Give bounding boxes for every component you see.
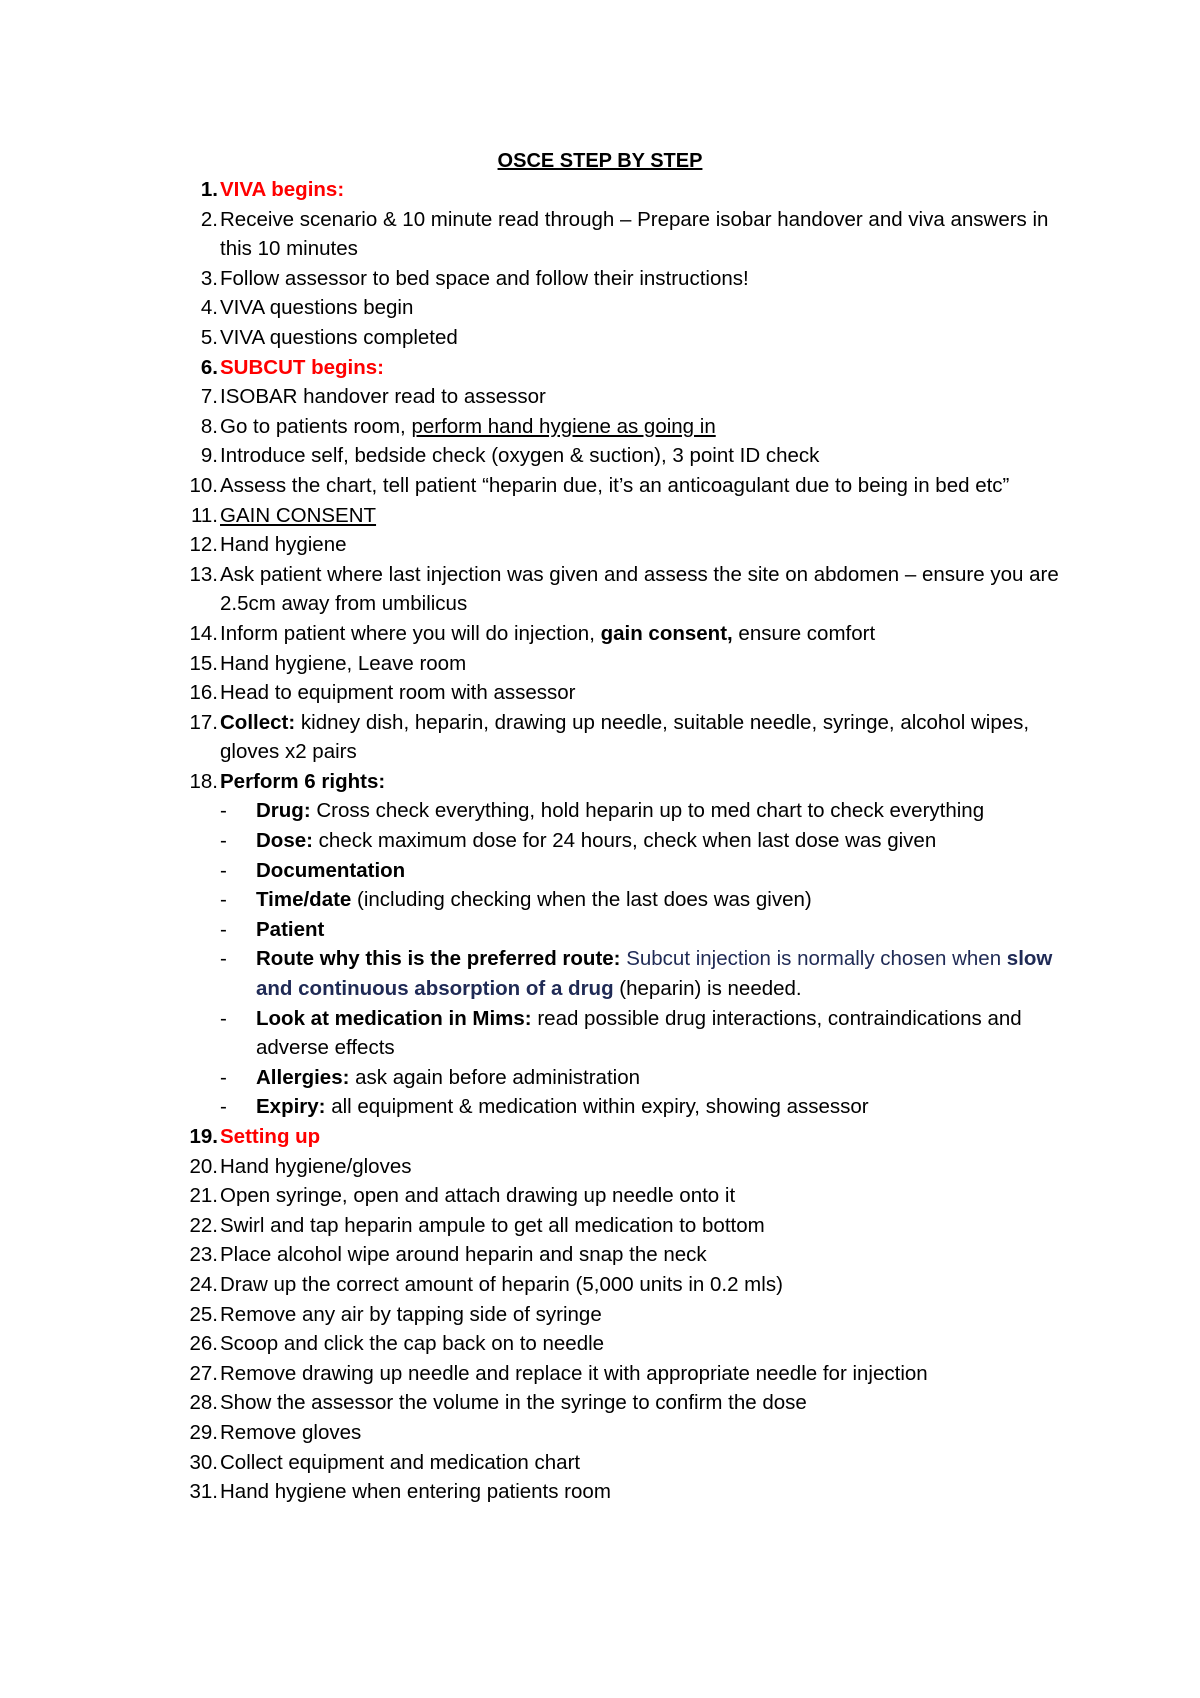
item-text: kidney dish, heparin, drawing up needle, suitable needle, syringe, alcohol wipes, gloves x2 pairs	[220, 710, 1030, 764]
list-item	[180, 1181, 1080, 1211]
list-item	[180, 1329, 1080, 1359]
list-item	[180, 619, 1080, 649]
list-item	[180, 353, 1080, 383]
sub-item-text: ask again before administration	[349, 1065, 641, 1089]
item-text: Place alcohol wipe around heparin and snap the neck	[220, 1243, 707, 1267]
list-item	[180, 560, 1080, 619]
item-number: 3.	[200, 266, 218, 290]
item-number: 18.	[189, 769, 218, 793]
sub-item-text: all equipment & medication within expiry, showing assessor	[325, 1095, 869, 1119]
item-number: 30.	[189, 1450, 218, 1474]
item-text: Hand hygiene when entering patients room	[220, 1480, 611, 1504]
item-number: 29.	[189, 1420, 218, 1444]
list-item	[180, 1359, 1080, 1389]
list-item	[180, 530, 1080, 560]
list-item	[180, 441, 1080, 471]
item-label: Perform 6 rights:	[220, 769, 386, 793]
list-item	[180, 678, 1080, 708]
item-number: 4.	[200, 296, 218, 320]
list-item	[180, 708, 1080, 767]
list-item	[180, 1300, 1080, 1330]
item-number: 17.	[189, 710, 218, 734]
sub-item-text: Subcut injection is normally chosen when	[620, 947, 1007, 971]
bullet-dash: -	[220, 888, 227, 912]
sub-item-expiry	[180, 1092, 1080, 1122]
sub-item-drug	[180, 796, 1080, 826]
item-number: 19.	[189, 1125, 218, 1148]
sub-item-label: Time/date	[256, 888, 352, 912]
sub-item-route	[180, 944, 1080, 1003]
sub-item-label: Allergies:	[256, 1065, 350, 1089]
item-number: 2.	[200, 207, 218, 231]
sub-item-text: read possible drug interactions, contraindications and adverse effects	[256, 1006, 1022, 1060]
sub-item-label: Dose:	[256, 829, 313, 853]
bullet-dash: -	[220, 947, 227, 971]
item-text: Draw up the correct amount of heparin (5,000 units in 0.2 mls)	[220, 1272, 783, 1296]
sub-item-time-date	[180, 885, 1080, 915]
sub-item-dose	[180, 826, 1080, 856]
item-text-bold: gain consent,	[600, 621, 733, 645]
item-number: 16.	[189, 681, 218, 705]
list-item	[180, 264, 1080, 294]
item-text: ISOBAR handover read to assessor	[220, 385, 546, 409]
item-text: Assess the chart, tell patient “heparin due, it’s an anticoagulant due to being in bed etc”	[220, 473, 1010, 497]
bullet-dash: -	[220, 829, 227, 853]
item-number: 22.	[189, 1213, 218, 1237]
sub-item-text: Cross check everything, hold heparin up to med chart to check everything	[310, 799, 985, 823]
list-item	[180, 1388, 1080, 1418]
item-text: Ask patient where last injection was given and assess the site on abdomen – ensure you are 2.5cm away from umbilicus	[220, 562, 1059, 616]
item-text: VIVA questions completed	[220, 325, 458, 349]
item-number: 11.	[191, 503, 218, 527]
item-text: Scoop and click the cap back on to needle	[220, 1332, 605, 1356]
item-number: 23.	[189, 1243, 218, 1267]
list-item	[180, 175, 1080, 205]
bullet-dash: -	[220, 1065, 227, 1089]
list-item	[180, 293, 1080, 323]
list-item	[180, 1122, 1080, 1152]
sub-item-text-bold: slow and continuous absorption of a drug	[256, 947, 1053, 1001]
item-text: VIVA questions begin	[220, 296, 414, 320]
item-number: 5.	[200, 325, 218, 349]
list-item	[180, 1240, 1080, 1270]
list-item	[180, 767, 1080, 797]
sub-item-documentation	[180, 856, 1080, 886]
bullet-dash: -	[220, 1006, 227, 1030]
page-title: OSCE STEP BY STEP	[497, 150, 703, 172]
list-item	[180, 501, 1080, 531]
item-text: Receive scenario & 10 minute read through – Prepare isobar handover and viva answers in this 10 minutes	[220, 207, 1049, 261]
item-number: 10.	[189, 473, 218, 497]
bullet-dash: -	[220, 1095, 227, 1119]
bullet-dash: -	[220, 917, 227, 941]
item-number: 27.	[189, 1361, 218, 1385]
section-heading: SUBCUT begins:	[220, 355, 384, 379]
bullet-dash: -	[220, 858, 227, 882]
item-number: 8.	[200, 414, 218, 438]
list-item	[180, 1270, 1080, 1300]
sub-item-mims	[180, 1004, 1080, 1063]
sub-item-text: check maximum dose for 24 hours, check when last dose was given	[312, 829, 937, 853]
item-number: 26.	[189, 1332, 218, 1356]
item-number: 14.	[189, 621, 218, 645]
list-item	[180, 1418, 1080, 1448]
step-list	[180, 175, 1080, 1507]
list-item	[180, 382, 1080, 412]
section-heading: VIVA begins:	[220, 178, 345, 201]
list-item	[180, 471, 1080, 501]
item-number: 7.	[200, 385, 218, 409]
item-text: Remove any air by tapping side of syringe	[220, 1302, 602, 1326]
item-text: Go to patients room,	[220, 414, 412, 438]
item-text: Follow assessor to bed space and follow their instructions!	[220, 266, 749, 290]
list-item	[180, 1211, 1080, 1241]
item-label: Collect:	[220, 710, 296, 734]
sub-item-label: Look at medication in Mims:	[256, 1006, 532, 1030]
list-item	[180, 649, 1080, 679]
item-text: Collect equipment and medication chart	[220, 1450, 581, 1474]
list-item	[180, 1152, 1080, 1182]
list-item	[180, 1477, 1080, 1507]
item-text: Hand hygiene	[220, 533, 347, 557]
item-text: Swirl and tap heparin ampule to get all medication to bottom	[220, 1213, 765, 1237]
item-number: 28.	[189, 1391, 218, 1415]
item-number: 24.	[189, 1272, 218, 1296]
item-text: Hand hygiene, Leave room	[220, 651, 467, 675]
item-text: Open syringe, open and attach drawing up needle onto it	[220, 1184, 736, 1208]
item-text: Show the assessor the volume in the syringe to confirm the dose	[220, 1391, 807, 1415]
item-text: Hand hygiene/gloves	[220, 1154, 412, 1178]
item-text-underlined: perform hand hygiene as going in	[411, 414, 716, 438]
item-text: Head to equipment room with assessor	[220, 681, 576, 705]
sub-item-text: (heparin) is needed.	[613, 977, 802, 1001]
item-number: 15.	[189, 651, 218, 675]
sub-item-label: Drug:	[256, 799, 311, 823]
item-number: 6.	[200, 355, 218, 379]
item-number: 9.	[200, 444, 218, 468]
item-number: 20.	[189, 1154, 218, 1178]
list-item	[180, 323, 1080, 353]
item-number: 21.	[189, 1184, 218, 1208]
item-number: 31.	[189, 1480, 218, 1504]
sub-item-label: Documentation	[256, 858, 406, 882]
sub-item-text: (including checking when the last does was given)	[351, 888, 812, 912]
sub-item-patient	[180, 915, 1080, 945]
item-text: Remove gloves	[220, 1420, 362, 1444]
item-number: 1.	[200, 178, 218, 201]
item-text-underlined: GAIN CONSENT	[220, 503, 377, 527]
bullet-dash: -	[220, 799, 227, 823]
item-text: Introduce self, bedside check (oxygen & suction), 3 point ID check	[220, 444, 820, 468]
sub-item-label: Expiry:	[256, 1095, 326, 1119]
item-number: 25.	[189, 1302, 218, 1326]
item-number: 13.	[189, 562, 218, 586]
sub-item-label: Route why this is the preferred route:	[256, 947, 621, 971]
section-heading: Setting up	[220, 1125, 321, 1148]
list-item	[180, 412, 1080, 442]
list-item	[180, 205, 1080, 264]
item-number: 12.	[189, 533, 218, 557]
sub-item-allergies	[180, 1063, 1080, 1093]
sub-item-label: Patient	[256, 917, 325, 941]
list-item	[180, 1448, 1080, 1478]
item-text: ensure comfort	[732, 621, 876, 645]
item-text: Remove drawing up needle and replace it with appropriate needle for injection	[220, 1361, 928, 1385]
item-text: Inform patient where you will do injection,	[220, 621, 601, 645]
